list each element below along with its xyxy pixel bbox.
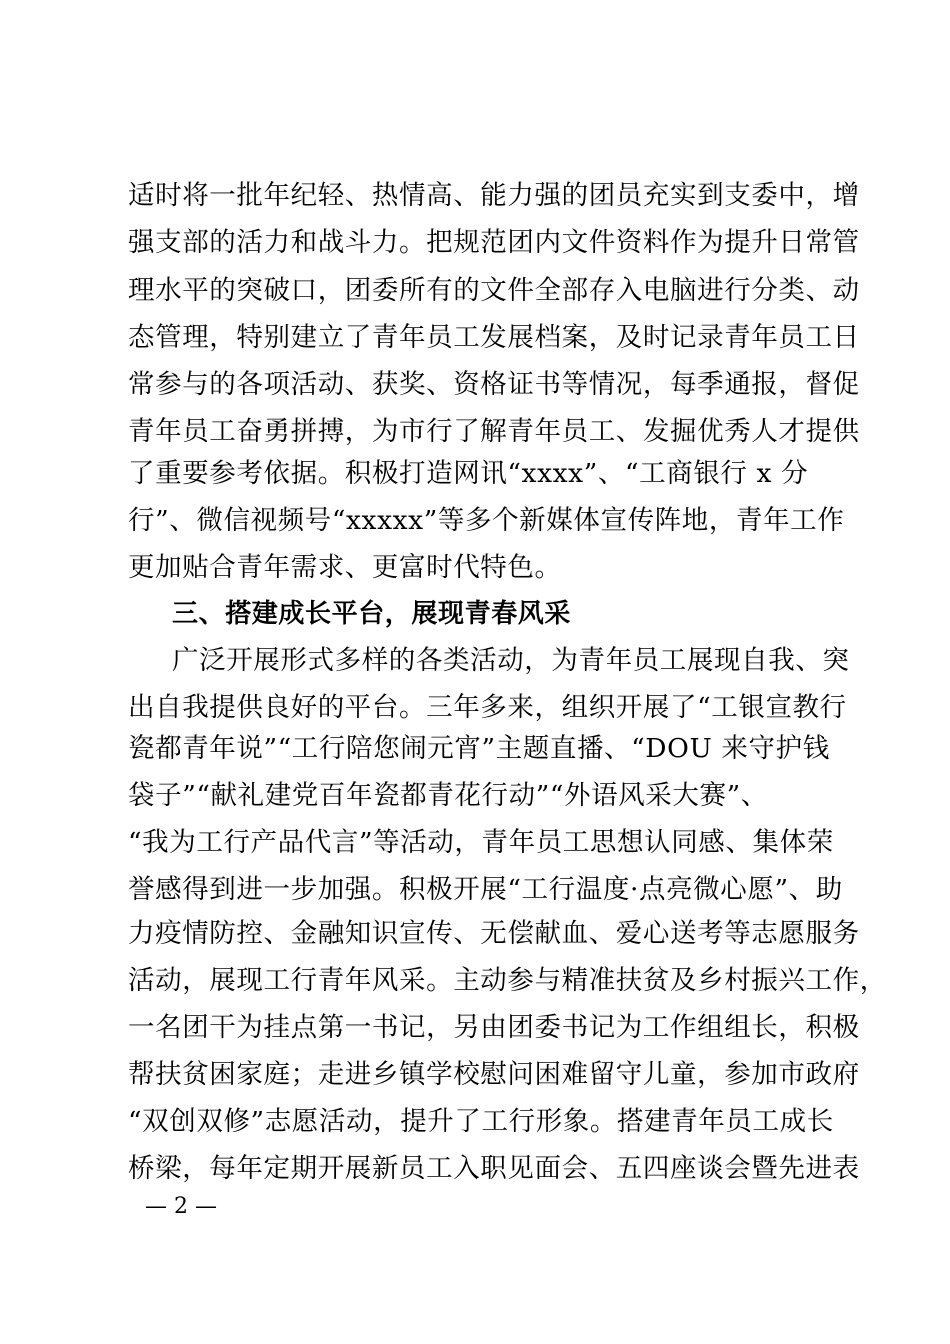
paragraph-line: 袋子”“献礼建党百年瓷都青花行动”“外语风采大赛”、 <box>128 780 768 811</box>
paragraph-line: 出自我提供良好的平台。三年多来，组织开展了“工银宣教行 <box>128 692 847 723</box>
paragraph-line: 强支部的活力和战斗力。把规范团内文件资料作为提升日常管 <box>128 227 860 258</box>
paragraph-line: 广泛开展形式多样的各类活动，为青年员工展现自我、突 <box>172 645 850 676</box>
paragraph-line: 帮扶贫困家庭；走进乡镇学校慰问困难留守儿童，参加市政府 <box>128 1059 860 1090</box>
paragraph-line: 誉感得到进一步加强。积极开展“工行温度·点亮微心愿”、助 <box>128 874 843 905</box>
paragraph-line: 活动，展现工行青年风采。主动参与精准扶贫及乡村振兴工作， <box>128 965 887 996</box>
paragraph-line: 了重要参考依据。积极打造网讯“xxxx”、“工商银行 x 分 <box>128 458 809 489</box>
paragraph-line: 适时将一批年纪轻、热情高、能力强的团员充实到支委中，增 <box>128 180 860 211</box>
paragraph-line: 常参与的各项活动、获奖、资格证书等情况，每季通报，督促 <box>128 369 860 400</box>
paragraph-line: 桥梁，每年定期开展新员工入职见面会、五四座谈会暨先进表 <box>128 1153 860 1184</box>
paragraph-line: 更加贴合青年需求、更富时代特色。 <box>128 552 562 583</box>
paragraph-line: 青年员工奋勇拼搏，为市行了解青年员工、发掘优秀人才提供 <box>128 416 860 447</box>
page-number: — 2 — <box>145 1194 217 1219</box>
paragraph-line: 瓷都青年说”“工行陪您闹元宵”主题直播、“DOU 来守护钱 <box>128 733 830 764</box>
paragraph-line: “双创双修”志愿活动，提升了工行形象。搭建青年员工成长 <box>128 1106 834 1137</box>
paragraph-line: “我为工行产品代言”等活动，青年员工思想认同感、集体荣 <box>128 827 834 858</box>
paragraph-line: 态管理，特别建立了青年员工发展档案，及时记录青年员工日 <box>128 322 860 353</box>
paragraph-line: 理水平的突破口，团委所有的文件全部存入电脑进行分类、动 <box>128 275 860 306</box>
paragraph-line: 行”、微信视频号“xxxxx”等多个新媒体宣传阵地，青年工作 <box>128 505 845 536</box>
paragraph-line: 一名团干为挂点第一书记，另由团委书记为工作组组长，积极 <box>128 1012 860 1043</box>
section-heading: 三、搭建成长平台，展现青春风采 <box>172 599 572 629</box>
paragraph-line: 力疫情防控、金融知识宣传、无偿献血、爱心送考等志愿服务 <box>128 918 860 949</box>
